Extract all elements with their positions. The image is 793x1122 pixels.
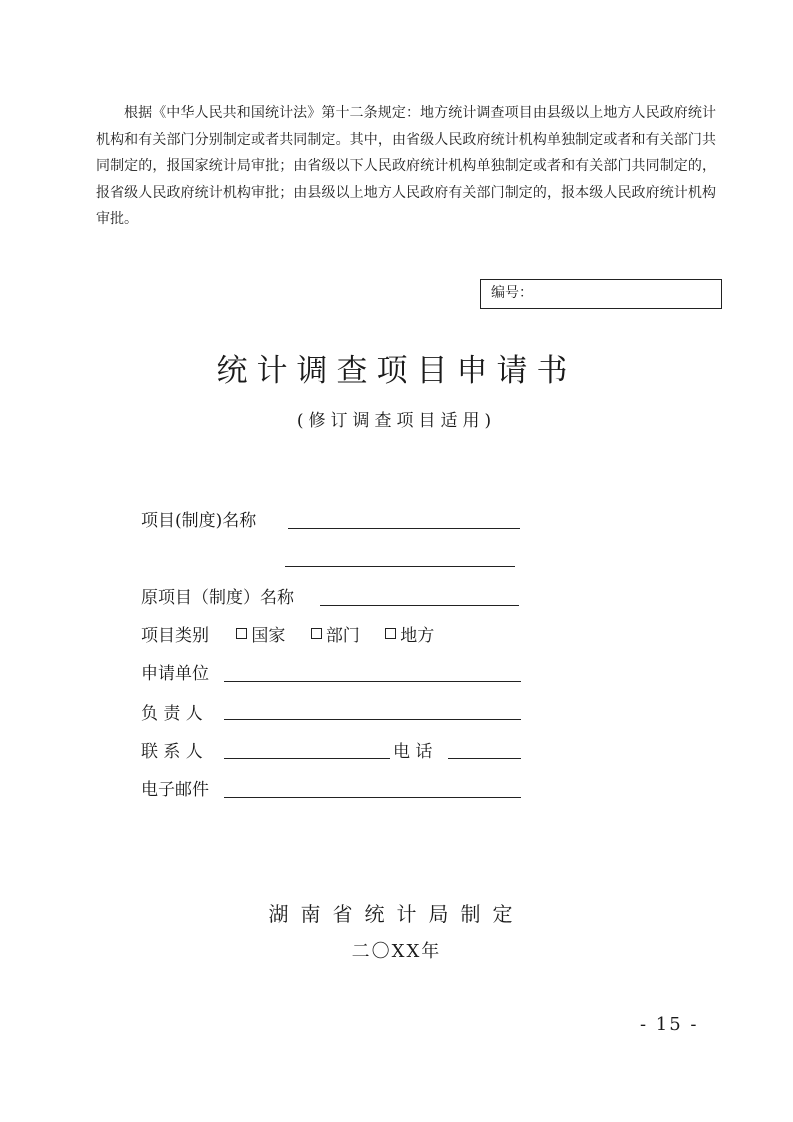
issuing-organization: 湖南省统计局制定 (268, 902, 525, 926)
checkbox-icon[interactable] (236, 628, 247, 639)
document-subtitle: (修订调查项目适用) (296, 411, 497, 431)
legal-notice (96, 100, 716, 233)
category-row (141, 625, 434, 647)
legal-notice-text: 根据《中华人民共和国统计法》第十二条规定：地方统计调查项目由县级以上地方人民政府统计机构和有关部门分别制定或者共同制定。其中，由省级人民政府统计机构单独制定或者和有关部门共同制定的，报国家统计局审批；由省级以下人民政府统计机构单独制定或者和有关部门共同制定的，报省级人民政府统计机构审批；由县级以上地方人民政府有关部门制定的，报本级人民政府统计机构审批。 (96, 105, 716, 227)
phone-label: 电 话 (393, 742, 433, 762)
page-number: - 15 - (640, 1014, 699, 1035)
serial-number-box[interactable] (480, 279, 722, 309)
applicant-label: 申请单位 (141, 664, 209, 684)
applicant-field[interactable] (224, 681, 521, 682)
document-title: 统计调查项目申请书 (216, 353, 577, 389)
responsible-field[interactable] (224, 719, 521, 720)
serial-number-label: 编号： (491, 285, 533, 301)
issue-year: 二〇XX年 (351, 941, 442, 962)
category-option-local[interactable] (385, 625, 434, 647)
category-option-national-label: 国家 (251, 626, 286, 646)
project-name-label: 项目(制度)名称 (141, 511, 257, 531)
category-option-local-label: 地方 (400, 626, 435, 646)
email-field[interactable] (224, 797, 521, 798)
contact-field[interactable] (224, 758, 390, 759)
phone-field[interactable] (448, 758, 521, 759)
original-name-field[interactable] (320, 605, 519, 606)
category-option-department-label: 部门 (325, 626, 360, 646)
contact-label: 联 系 人 (141, 742, 203, 762)
responsible-label: 负 责 人 (141, 704, 203, 724)
original-name-label: 原项目（制度）名称 (141, 588, 294, 608)
project-name-field-line2[interactable] (285, 566, 515, 567)
category-label: 项目类别 (141, 626, 209, 646)
category-option-department[interactable] (311, 625, 360, 647)
checkbox-icon[interactable] (311, 628, 322, 639)
checkbox-icon[interactable] (385, 628, 396, 639)
project-name-field[interactable] (288, 528, 520, 529)
email-label: 电子邮件 (141, 780, 209, 800)
category-option-national[interactable] (236, 625, 285, 647)
